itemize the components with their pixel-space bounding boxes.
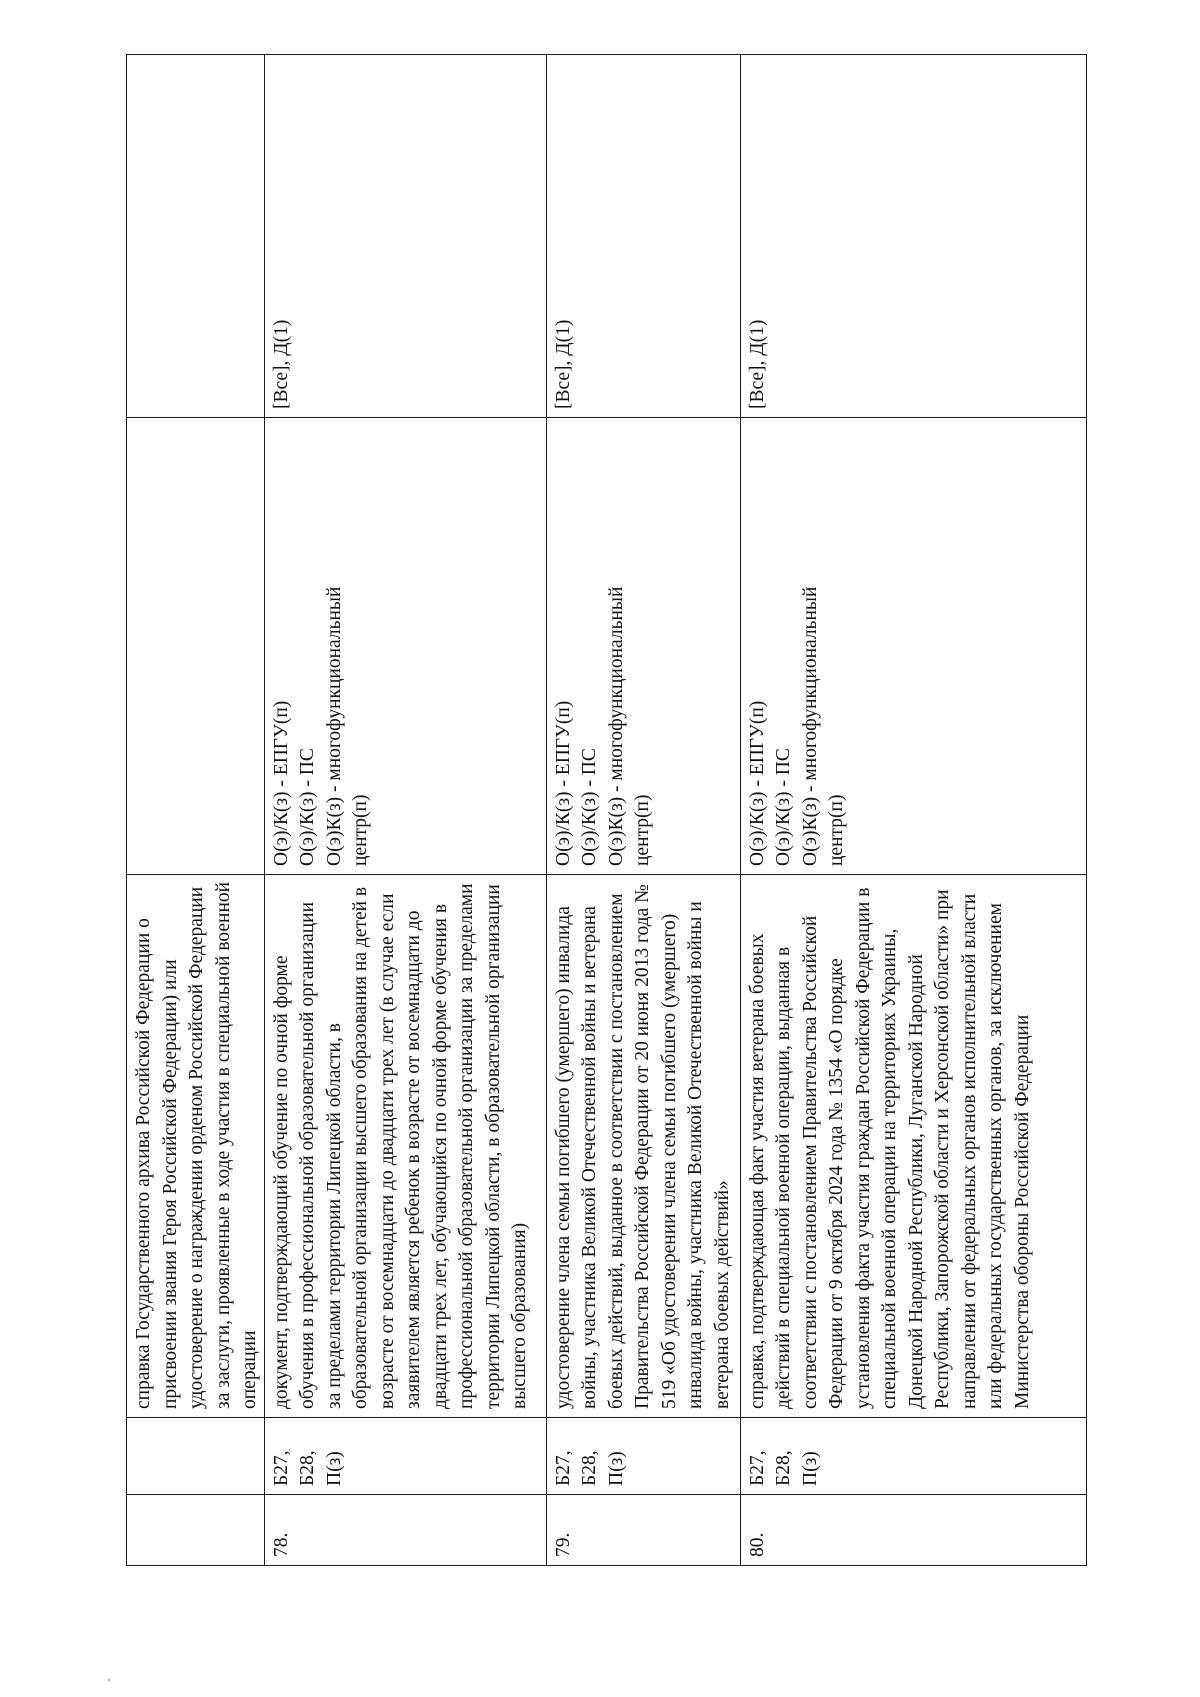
row-code: Б28, [297, 1450, 318, 1486]
submission-method: О(э)/К(з) - ПС [579, 748, 600, 866]
document-description-cell [546, 875, 740, 1418]
row-code: П(з) [323, 1451, 345, 1486]
applicant-category: [Все], Д(1) [552, 319, 574, 409]
row-code: Б28, [773, 1450, 794, 1486]
row-codes-cell [546, 1418, 740, 1495]
document-description: удостоверение члена семьи погибшего (умершего) инвалида войны, участника Великой Отечественной войны и ветерана боевых действий, выданное в соответствии с постановлением Правительства Российской Федерации от 20 июня 2013 года № 519 «Об удостоверении члена семьи погибшего (умершего) инвалида войны, участника Великой Отечественной войны и ветерана боевых действий» [552, 884, 733, 1409]
submission-method: центр(п) [826, 794, 847, 866]
row-code: П(з) [605, 1451, 627, 1486]
submission-method: О(э)/К(з) - ЕПГУ(п) [746, 700, 768, 866]
document-description-cell [127, 875, 265, 1418]
row-code: Б27, [270, 1450, 292, 1486]
submission-method: О(э)К(з) - многофункциональный [605, 586, 627, 866]
submission-method-cell [740, 418, 1086, 875]
scan-speck [108, 1679, 110, 1681]
applicant-category-cell [740, 55, 1086, 418]
row-number-cell [546, 1495, 740, 1566]
submission-method: О(э)К(з) - многофункциональный [323, 586, 345, 866]
row-number-cell [264, 1495, 546, 1566]
row-code: П(з) [799, 1451, 821, 1486]
rotated-page-content [126, 130, 1076, 1566]
submission-method: О(э)/К(з) - ПС [773, 748, 794, 866]
submission-method-cell [127, 418, 265, 875]
document-description: документ, подтверждающий обучение по очной форме обучения в профессиональной образовательной организации за пределами территории Липецкой области, в образовательной организации высшего образования на детей в возрасте от восемнадцати до двадцати трех лет (в случае если заявителем является ребенок в возрасте от восемнадцати до двадцати трех лет, обучающийся по очной форме обучения в профессиональной образовательной организации за пределами территории Липецкой области, в образовательной организации высшего образования) [270, 883, 530, 1409]
row-codes-cell [127, 1418, 265, 1495]
submission-method: центр(п) [632, 794, 653, 866]
submission-method: О(э)/К(з) - ЕПГУ(п) [552, 700, 574, 866]
row-number: 79. [552, 1532, 574, 1557]
document-description-cell [740, 875, 1086, 1418]
table-row [740, 55, 1086, 1566]
table-row [264, 55, 546, 1566]
document-description: справка Государственного архива Российской Федерации о присвоении звания Героя Российской Федерации) или удостоверение о награждении орденом Российской Федерации за заслуги, проявленные в ходе участия в специальной военной операции [133, 881, 260, 1409]
row-number-cell [740, 1495, 1086, 1566]
applicant-category-cell [127, 55, 265, 418]
submission-method: О(э)/К(з) - ПС [297, 748, 318, 866]
applicant-category-cell [264, 55, 546, 418]
applicant-category-cell [546, 55, 740, 418]
submission-method-cell [546, 418, 740, 875]
submission-method-cell [264, 418, 546, 875]
submission-method: О(э)/К(з) - ЕПГУ(п) [270, 700, 292, 866]
table-row [546, 55, 740, 1566]
row-code: Б28, [579, 1450, 600, 1486]
row-code: Б27, [746, 1450, 768, 1486]
row-number: 80. [746, 1532, 768, 1557]
applicant-category: [Все], Д(1) [746, 319, 768, 409]
row-codes-cell [740, 1418, 1086, 1495]
row-code: Б27, [552, 1450, 574, 1486]
document-description-cell [264, 875, 546, 1418]
requirements-table [126, 54, 1087, 1566]
submission-method: центр(п) [350, 794, 371, 866]
row-number-cell [127, 1495, 265, 1566]
row-number: 78. [270, 1532, 292, 1557]
document-description: справка, подтверждающая факт участия ветерана боевых действий в специальной военной операции, выданная в соответствии с постановлением Правительства Российской Федерации от 9 октября 2024 года № 1354 «О порядке установления факта участия граждан Российской Федерации в специальной военной операции на территориях Украины, Донецкой Народной Республики, Луганской Народной Республики, Запорожской области и Херсонской области» при направлении от федеральных органов исполнительной власти или федеральных государственных органов, за исключением Министерства обороны Российской Федерации [746, 887, 1033, 1409]
applicant-category: [Все], Д(1) [270, 319, 292, 409]
row-codes-cell [264, 1418, 546, 1495]
submission-method: О(э)К(з) - многофункциональный [799, 586, 821, 866]
table-row [127, 55, 265, 1566]
